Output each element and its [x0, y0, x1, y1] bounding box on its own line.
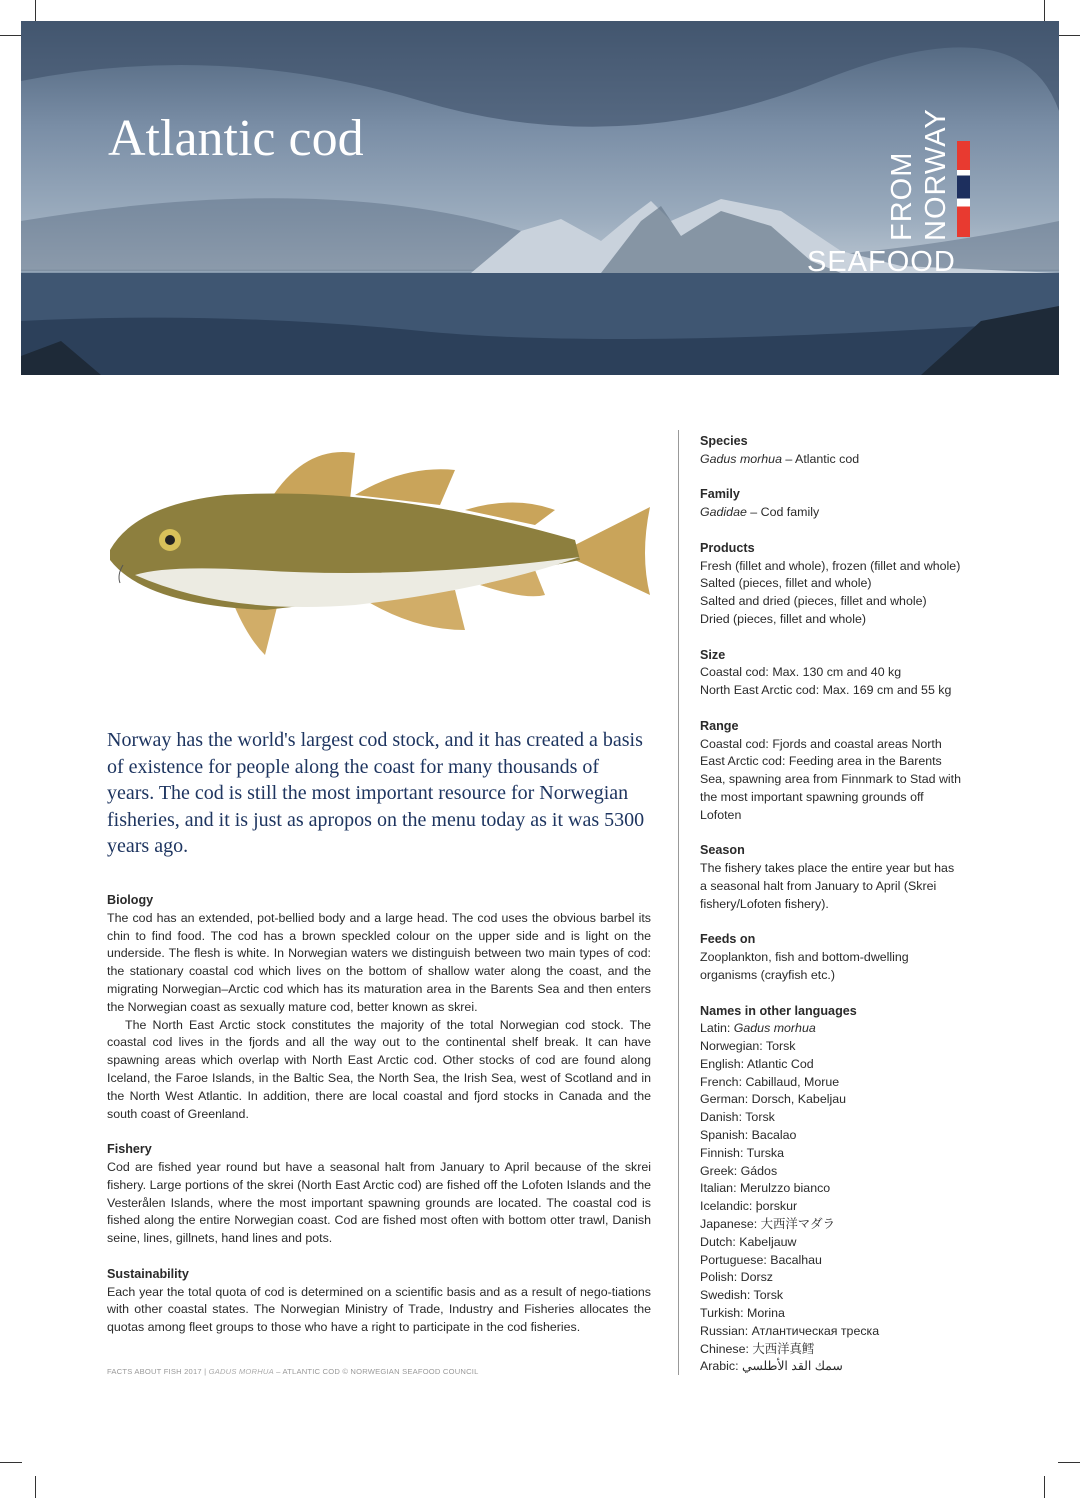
language-name: English: Atlantic Cod	[700, 1056, 814, 1071]
season-heading: Season	[700, 843, 745, 858]
size-line: North East Arctic cod: Max. 169 cm and 55 kg	[700, 683, 952, 698]
footer-latin: GADUS MORHUA	[208, 1366, 274, 1376]
logo-from: FROM	[886, 151, 918, 241]
language-name: Portuguese: Bacalhau	[700, 1252, 822, 1267]
names-list	[700, 1038, 1030, 1376]
page-title: Atlantic cod	[108, 110, 364, 167]
biology-heading: Biology	[107, 892, 154, 907]
sustainability-section	[107, 1266, 651, 1337]
language-name: Spanish: Bacalao	[700, 1128, 797, 1143]
species-latin: Gadus morhua	[700, 451, 782, 466]
language-name: Turkish: Morina	[700, 1306, 785, 1321]
latin-label: Latin:	[700, 1021, 734, 1036]
language-name: French: Cabillaud, Morue	[700, 1074, 840, 1089]
sustainability-heading: Sustainability	[107, 1266, 189, 1281]
logo-norway: NORWAY	[920, 108, 952, 241]
range-block	[700, 718, 965, 825]
language-name: Japanese: 大西洋マダラ	[700, 1217, 835, 1232]
fishery-section	[107, 1141, 651, 1248]
fishery-heading: Fishery	[107, 1142, 152, 1157]
family-heading: Family	[700, 487, 740, 502]
biology-section	[107, 892, 651, 1123]
language-name: Norwegian: Torsk	[700, 1039, 796, 1054]
language-name: Arabic: سمك القد الأطلسي	[700, 1359, 843, 1374]
logo-seafood: SEAFOOD	[807, 246, 956, 278]
footer-copyright: – ATLANTIC COD © NORWEGIAN SEAFOOD COUNCIL	[273, 1366, 479, 1376]
language-name: German: Dorsch, Kabeljau	[700, 1092, 847, 1107]
family-common: – Cod family	[746, 505, 820, 520]
language-name: Italian: Merulzzo bianco	[700, 1181, 831, 1196]
products-block	[700, 540, 1030, 629]
feeds-text: Zooplankton, fish and bottom-dwelling organisms (crayfish etc.)	[700, 950, 909, 982]
family-latin: Gadidae	[700, 505, 747, 520]
feeds-block	[700, 931, 950, 984]
products-heading: Products	[700, 540, 755, 555]
size-block	[700, 647, 1030, 700]
hero-banner	[21, 21, 1059, 375]
footer-publication: FACTS ABOUT FISH 2017 |	[107, 1366, 209, 1376]
size-heading: Size	[700, 647, 726, 662]
product-line: Fresh (fillet and whole), frozen (fillet and whole)	[700, 558, 961, 573]
product-line: Dried (pieces, fillet and whole)	[700, 611, 866, 626]
size-line: Coastal cod: Max. 130 cm and 40 kg	[700, 665, 902, 680]
biology-paragraph-1: The cod has an extended, pot-bellied body and a large head. The cod uses the obvious barbel its chin to find food. The cod has a brown speckled colour on the upper side and is light on the underside. The flesh is white. In Norwegian waters we distinguish between two main types of cod: the stationary coastal cod which lives on the bottom of shallow water along the coast, and the migrating Norwegian–Arctic cod which has its maturation area in the Barents Sea and then enters the Norwegian coast as sexually mature cod, better known as skrei.	[107, 910, 651, 1014]
latin-value: Gadus morhua	[733, 1021, 816, 1036]
column-divider	[678, 430, 679, 1375]
language-name: Russian: Атлантическая треска	[700, 1323, 880, 1338]
lead-paragraph: Norway has the world's largest cod stock, and it has created a basis of existence for people along the coast for many thousands of years. The cod is still the most important resource for Norwegian fisheries, and it is just as apropos on the menu today as it was 5300 years ago.	[107, 729, 645, 858]
language-name: Danish: Torsk	[700, 1110, 775, 1125]
biology-paragraph-2: The North East Arctic stock constitutes the majority of the total Norwegian cod stock. The coastal cod lives in the fjords and all the way out to the continental shelf break. It can have spawning areas which overlap with North East Arctic cod. Other stocks of cod are found along Iceland, the Faroe Islands, in the Baltic Sea, the North Sea, the Irish Sea, west of Scotland and in the North West Atlantic. In addition, there are local coastal and fjord stocks in Canada and the south coast of Greenland.	[107, 1017, 651, 1121]
language-name: Swedish: Torsk	[700, 1288, 784, 1303]
language-name: Finnish: Turska	[700, 1145, 785, 1160]
season-block	[700, 842, 960, 913]
range-heading: Range	[700, 718, 739, 733]
product-line: Salted and dried (pieces, fillet and whole)	[700, 594, 927, 609]
main-column	[107, 727, 651, 1376]
species-heading: Species	[700, 434, 748, 448]
names-block	[700, 1003, 1030, 1377]
fact-sidebar	[700, 433, 1030, 1394]
norwegian-flag-icon	[957, 141, 970, 237]
language-name: Chinese: 大西洋真鳕	[700, 1341, 815, 1356]
family-block	[700, 486, 1030, 522]
season-text: The fishery takes place the entire year but has a seasonal halt from January to April (Skrei fishery/Lofoten fishery).	[700, 861, 955, 911]
cod-illustration	[105, 445, 655, 660]
feeds-heading: Feeds on	[700, 932, 756, 947]
product-line: Salted (pieces, fillet and whole)	[700, 576, 872, 591]
language-name: Dutch: Kabeljauw	[700, 1234, 797, 1249]
range-text: Coastal cod: Fjords and coastal areas North East Arctic cod: Feeding area in the Barents Sea, spawning area from Finnmark to Stad with the most important spawning grounds off Lofoten	[700, 736, 962, 822]
footer	[107, 1367, 651, 1376]
names-heading: Names in other languages	[700, 1003, 857, 1018]
species-block	[700, 433, 1030, 469]
language-name: Greek: Gádos	[700, 1163, 778, 1178]
language-name: Polish: Dorsz	[700, 1270, 773, 1285]
language-name: Icelandic: þorskur	[700, 1199, 798, 1214]
sustainability-paragraph: Each year the total quota of cod is determined on a scientific basis and as a result of nego-tiations with other coastal states. The Norwegian Ministry of Trade, Industry and Fisheries allocates the quotas among fleet groups to those who have a right to participate in the cod fisheries.	[107, 1284, 651, 1335]
species-common: – Atlantic cod	[781, 451, 860, 466]
fishery-paragraph: Cod are fished year round but have a seasonal halt from January to April because of the skrei fishery. Large portions of the skrei (North East Arctic cod) are fished off the Lofoten Islands and the Vesterålen Islands, where the most important spawning grounds are located. The coastal cod is fished along the entire Norwegian coast. Cod are fished most often with bottom otter trawl, Danish seine, lines, gillnets, hand lines and pots.	[107, 1159, 651, 1246]
